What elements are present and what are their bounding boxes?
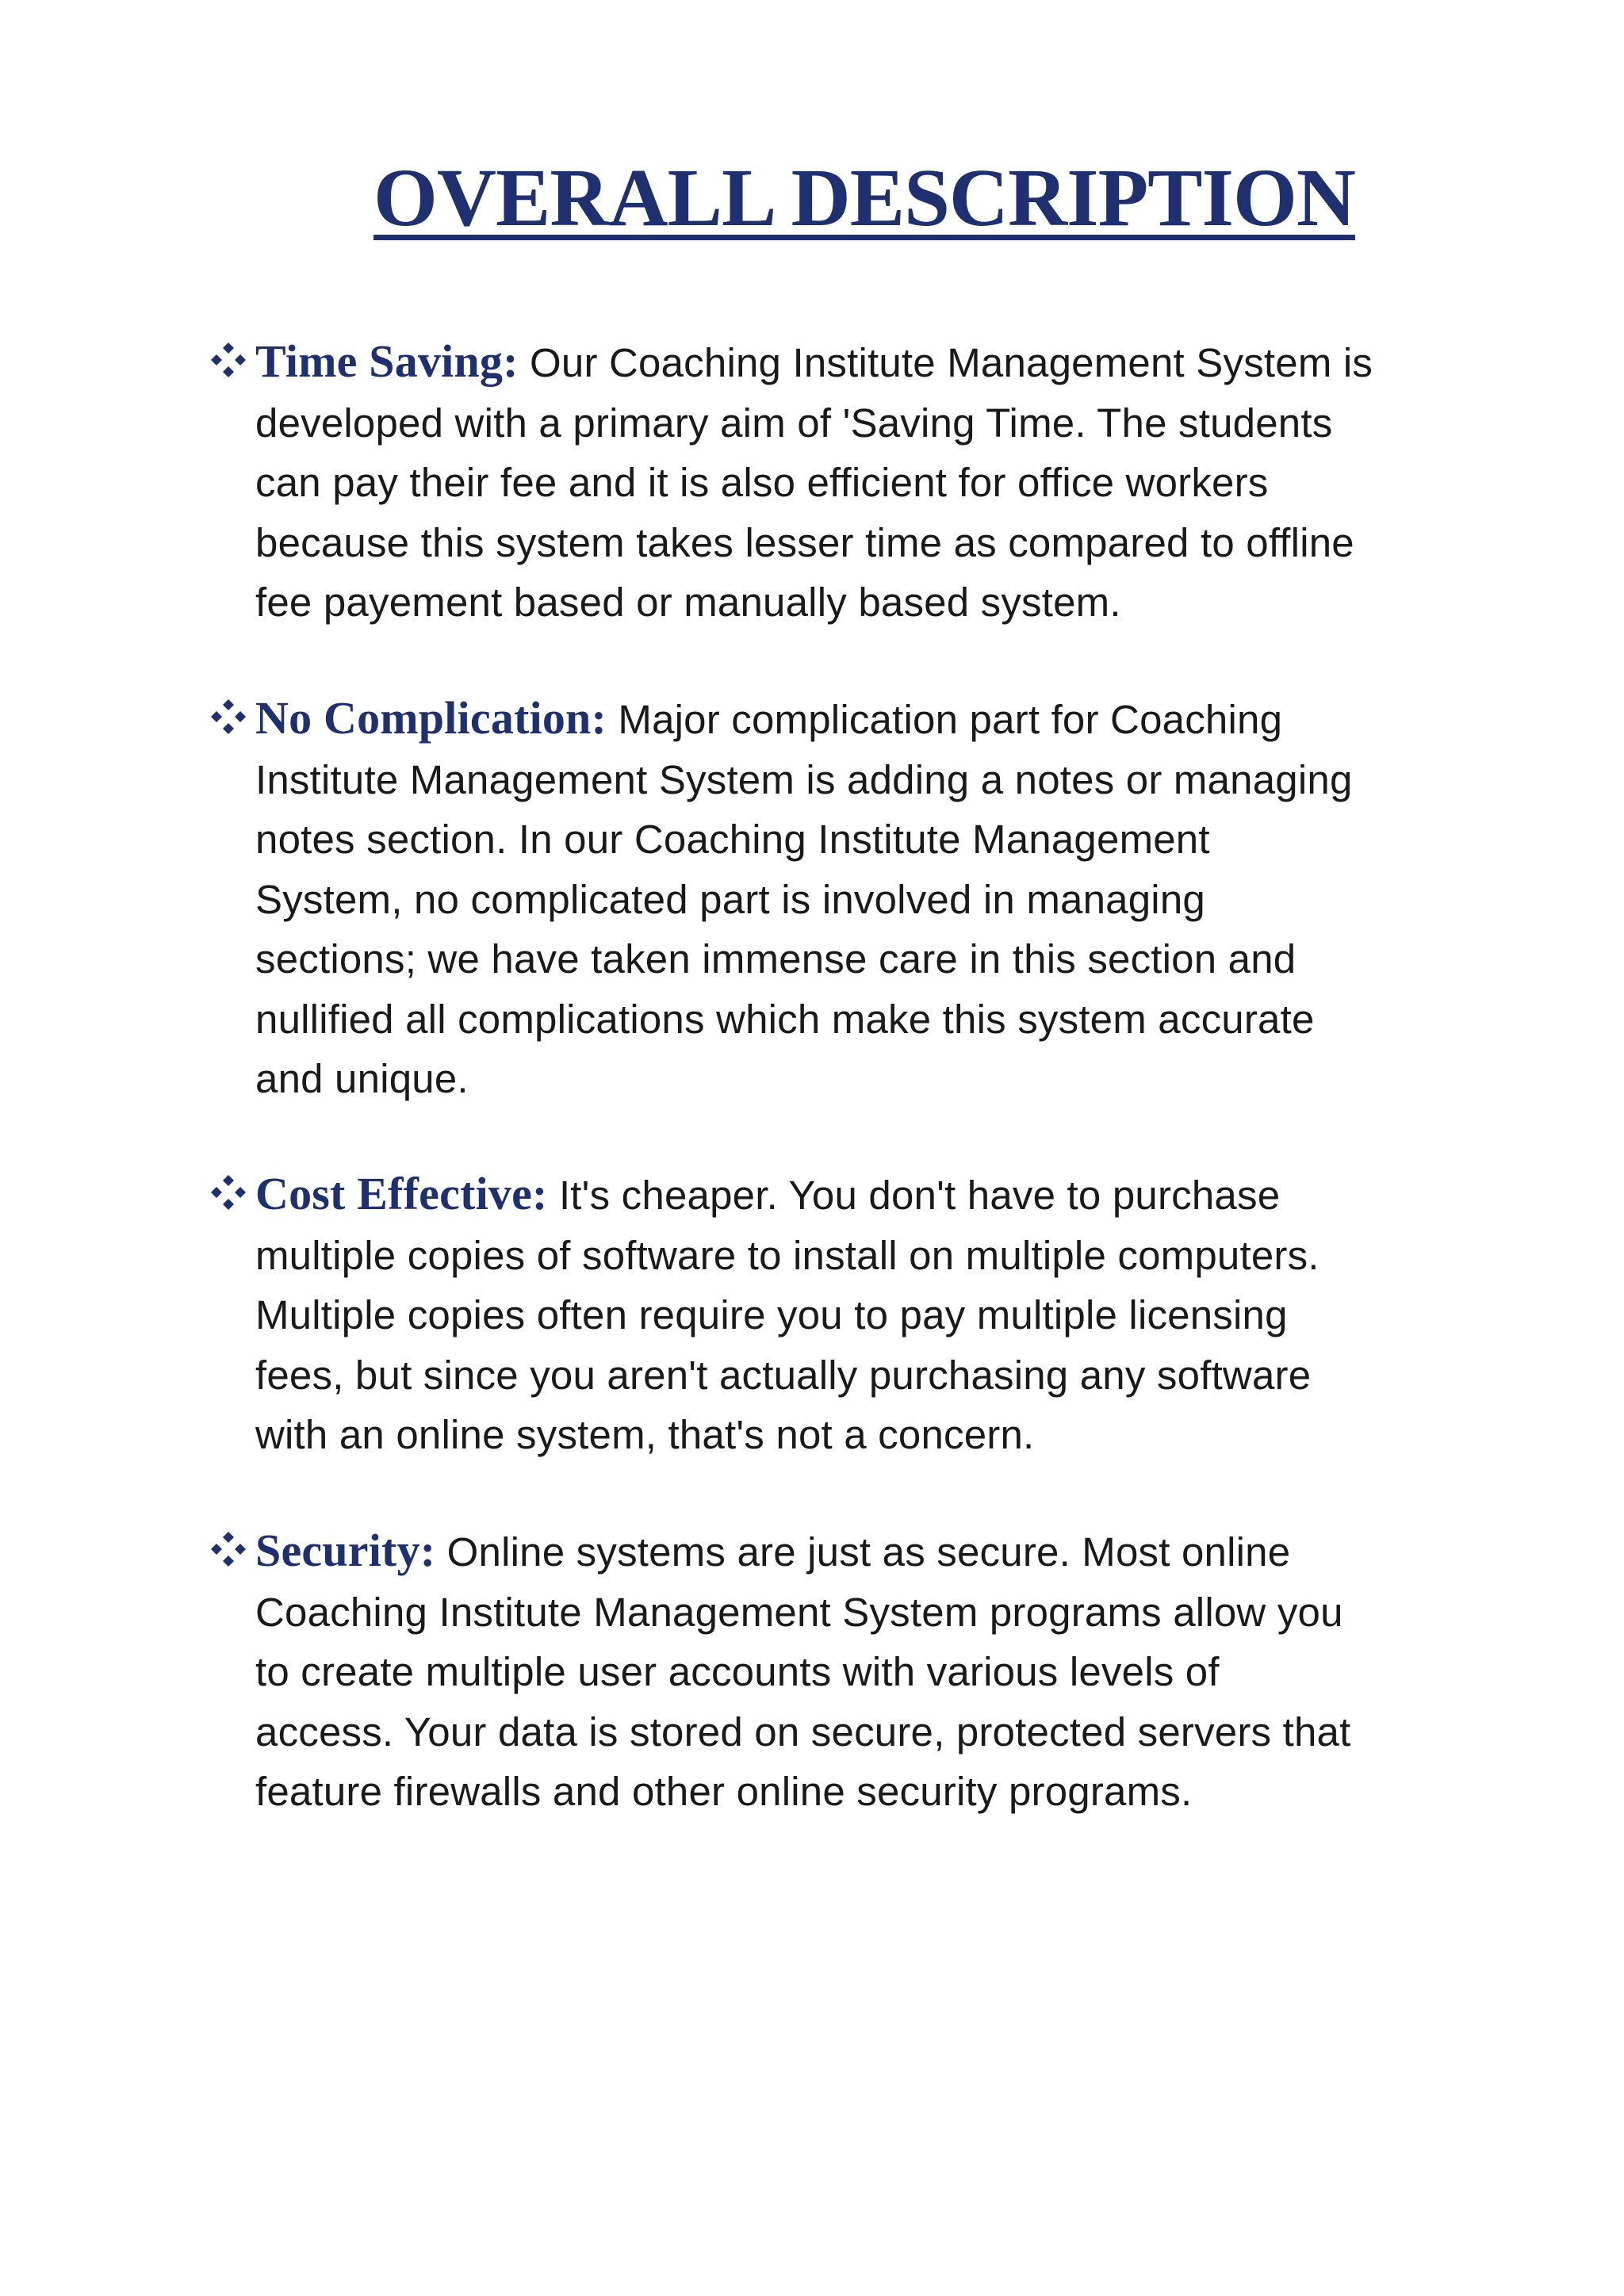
section-paragraph [206, 331, 1491, 633]
section-first-line [255, 1521, 1491, 1582]
section-text: Our Coaching Institute Management System is [530, 340, 1373, 385]
section-paragraph [206, 1521, 1491, 1822]
section-paragraph [206, 1164, 1491, 1465]
section-text-line: sections; we have taken immense care in this section and [255, 936, 1297, 982]
section-text: Major complication part for Coaching [618, 697, 1283, 742]
section-text-line: can pay their fee and it is also efficient for office workers [255, 460, 1269, 505]
diamond-bullet-icon [206, 1170, 251, 1215]
section-security [206, 1521, 1491, 1822]
section-label: Security: [255, 1525, 436, 1576]
section-text: Online systems are just as secure. Most online [446, 1529, 1291, 1575]
diamond-bullet-icon [206, 338, 251, 382]
diamond-bullet-icon [206, 695, 251, 739]
section-text-line: with an online system, that's not a concern. [255, 1412, 1035, 1457]
section-text-line: multiple copies of software to install on multiple computers. [255, 1232, 1320, 1278]
section-text-line: because this system takes lesser time as compared to offline [255, 519, 1354, 565]
section-text-line: and unique. [255, 1056, 469, 1101]
section-no-complication [206, 688, 1491, 1109]
section-text-line: Coaching Institute Management System programs allow you [255, 1589, 1343, 1635]
section-text-line: to create multiple user accounts with various levels of [255, 1649, 1220, 1694]
section-time-saving [206, 331, 1491, 633]
section-text-line: Multiple copies often require you to pay multiple licensing [255, 1292, 1288, 1337]
section-paragraph [206, 688, 1491, 1109]
page-title: OVERALL DESCRIPTION [373, 152, 1355, 243]
section-cost-effective [206, 1164, 1491, 1465]
section-first-line [255, 331, 1491, 393]
section-label: Time Saving: [255, 335, 519, 387]
section-text-line: System, no complicated part is involved in managing [255, 876, 1205, 922]
section-label: No Complication: [255, 692, 607, 744]
diamond-bullet-icon [206, 1527, 251, 1571]
section-text-line: access. Your data is stored on secure, protected servers that [255, 1709, 1351, 1755]
section-text-line: fee payement based or manually based system. [255, 580, 1121, 625]
section-text-line: Institute Management System is adding a notes or managing [255, 756, 1353, 802]
section-text-line: feature firewalls and other online security programs. [255, 1769, 1193, 1814]
section-text-line: fees, but since you aren't actually purchasing any software [255, 1352, 1312, 1398]
section-first-line [255, 1164, 1491, 1226]
section-text-line: developed with a primary aim of 'Saving Time. The students [255, 400, 1333, 446]
section-label: Cost Effective: [255, 1168, 548, 1219]
section-text-line: notes section. In our Coaching Institute Management [255, 817, 1210, 862]
section-text-line: nullified all complications which make this system accurate [255, 996, 1315, 1042]
section-text: It's cheaper. You don't have to purchase [558, 1173, 1281, 1218]
section-first-line [255, 688, 1491, 750]
